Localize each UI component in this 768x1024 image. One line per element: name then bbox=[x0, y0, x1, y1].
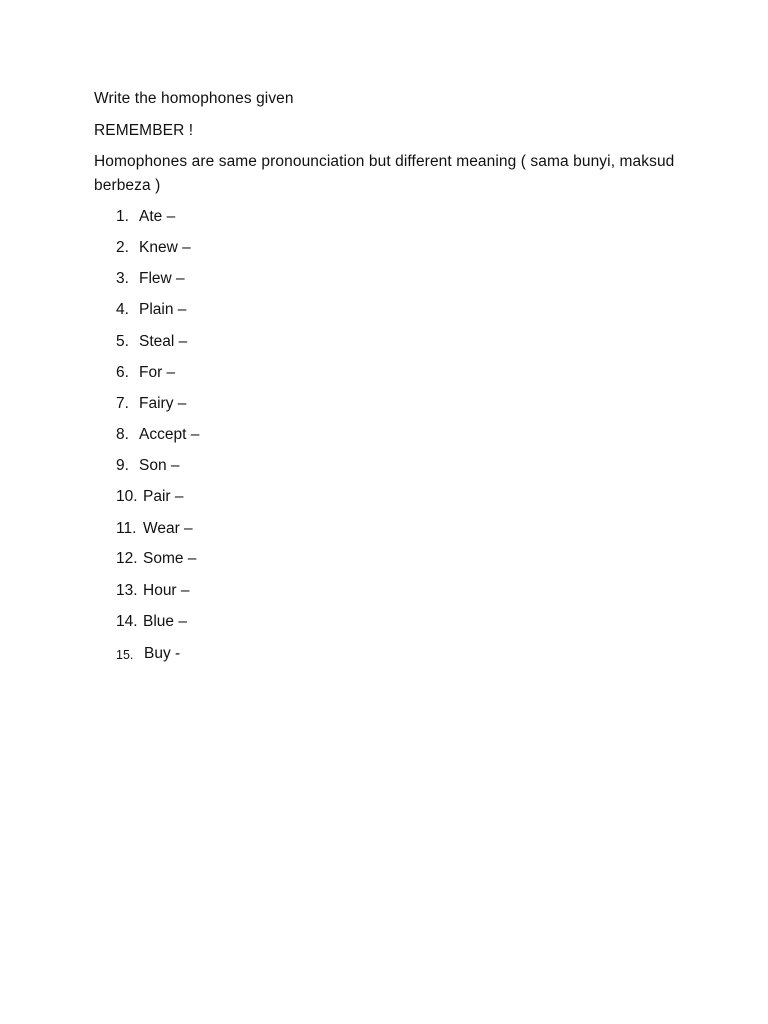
item-number: 11. bbox=[116, 520, 137, 537]
list-item bbox=[0, 424, 320, 446]
list-item bbox=[0, 518, 320, 540]
item-number: 8. bbox=[116, 426, 129, 443]
item-word: Ate – bbox=[139, 208, 176, 225]
list-item bbox=[0, 580, 320, 602]
item-number: 14. bbox=[116, 613, 138, 630]
list-item bbox=[0, 548, 320, 570]
item-word: For – bbox=[139, 364, 176, 381]
list-item bbox=[0, 299, 320, 321]
definition-text: Homophones are same pronounciation but different meaning ( sama bunyi, maksud berbeza ) bbox=[94, 153, 675, 194]
item-word: Some – bbox=[143, 550, 197, 567]
item-word: Pair – bbox=[143, 488, 184, 505]
item-word: Knew – bbox=[139, 239, 191, 256]
item-word: Blue – bbox=[143, 613, 187, 630]
item-number: 15. bbox=[116, 648, 134, 662]
item-number: 9. bbox=[116, 457, 129, 474]
item-number: 7. bbox=[116, 395, 129, 412]
item-number: 2. bbox=[116, 239, 129, 256]
list-item bbox=[0, 268, 320, 290]
item-number: 10. bbox=[116, 488, 138, 505]
list-item bbox=[0, 643, 320, 665]
item-word: Son – bbox=[139, 457, 180, 474]
item-number: 6. bbox=[116, 364, 129, 381]
item-number: 12. bbox=[116, 550, 138, 567]
item-word: Buy - bbox=[144, 645, 181, 662]
list-item bbox=[0, 237, 320, 259]
list-item bbox=[0, 362, 320, 384]
item-word: Steal – bbox=[139, 333, 188, 350]
item-word: Hour – bbox=[143, 582, 190, 599]
instruction-text: Write the homophones given bbox=[94, 90, 294, 107]
item-number: 4. bbox=[116, 301, 129, 318]
item-number: 1. bbox=[116, 208, 129, 225]
list-item bbox=[0, 331, 320, 353]
list-item bbox=[0, 455, 320, 477]
list-item bbox=[0, 393, 320, 415]
item-number: 5. bbox=[116, 333, 129, 350]
item-word: Fairy – bbox=[139, 395, 187, 412]
list-item bbox=[0, 486, 320, 508]
item-word: Wear – bbox=[143, 520, 193, 537]
item-word: Accept – bbox=[139, 426, 200, 443]
list-item bbox=[0, 206, 320, 228]
remember-heading: REMEMBER ! bbox=[94, 122, 194, 139]
item-word: Plain – bbox=[139, 301, 187, 318]
list-item bbox=[0, 611, 320, 633]
item-number: 3. bbox=[116, 270, 129, 287]
item-word: Flew – bbox=[139, 270, 185, 287]
item-number: 13. bbox=[116, 582, 138, 599]
